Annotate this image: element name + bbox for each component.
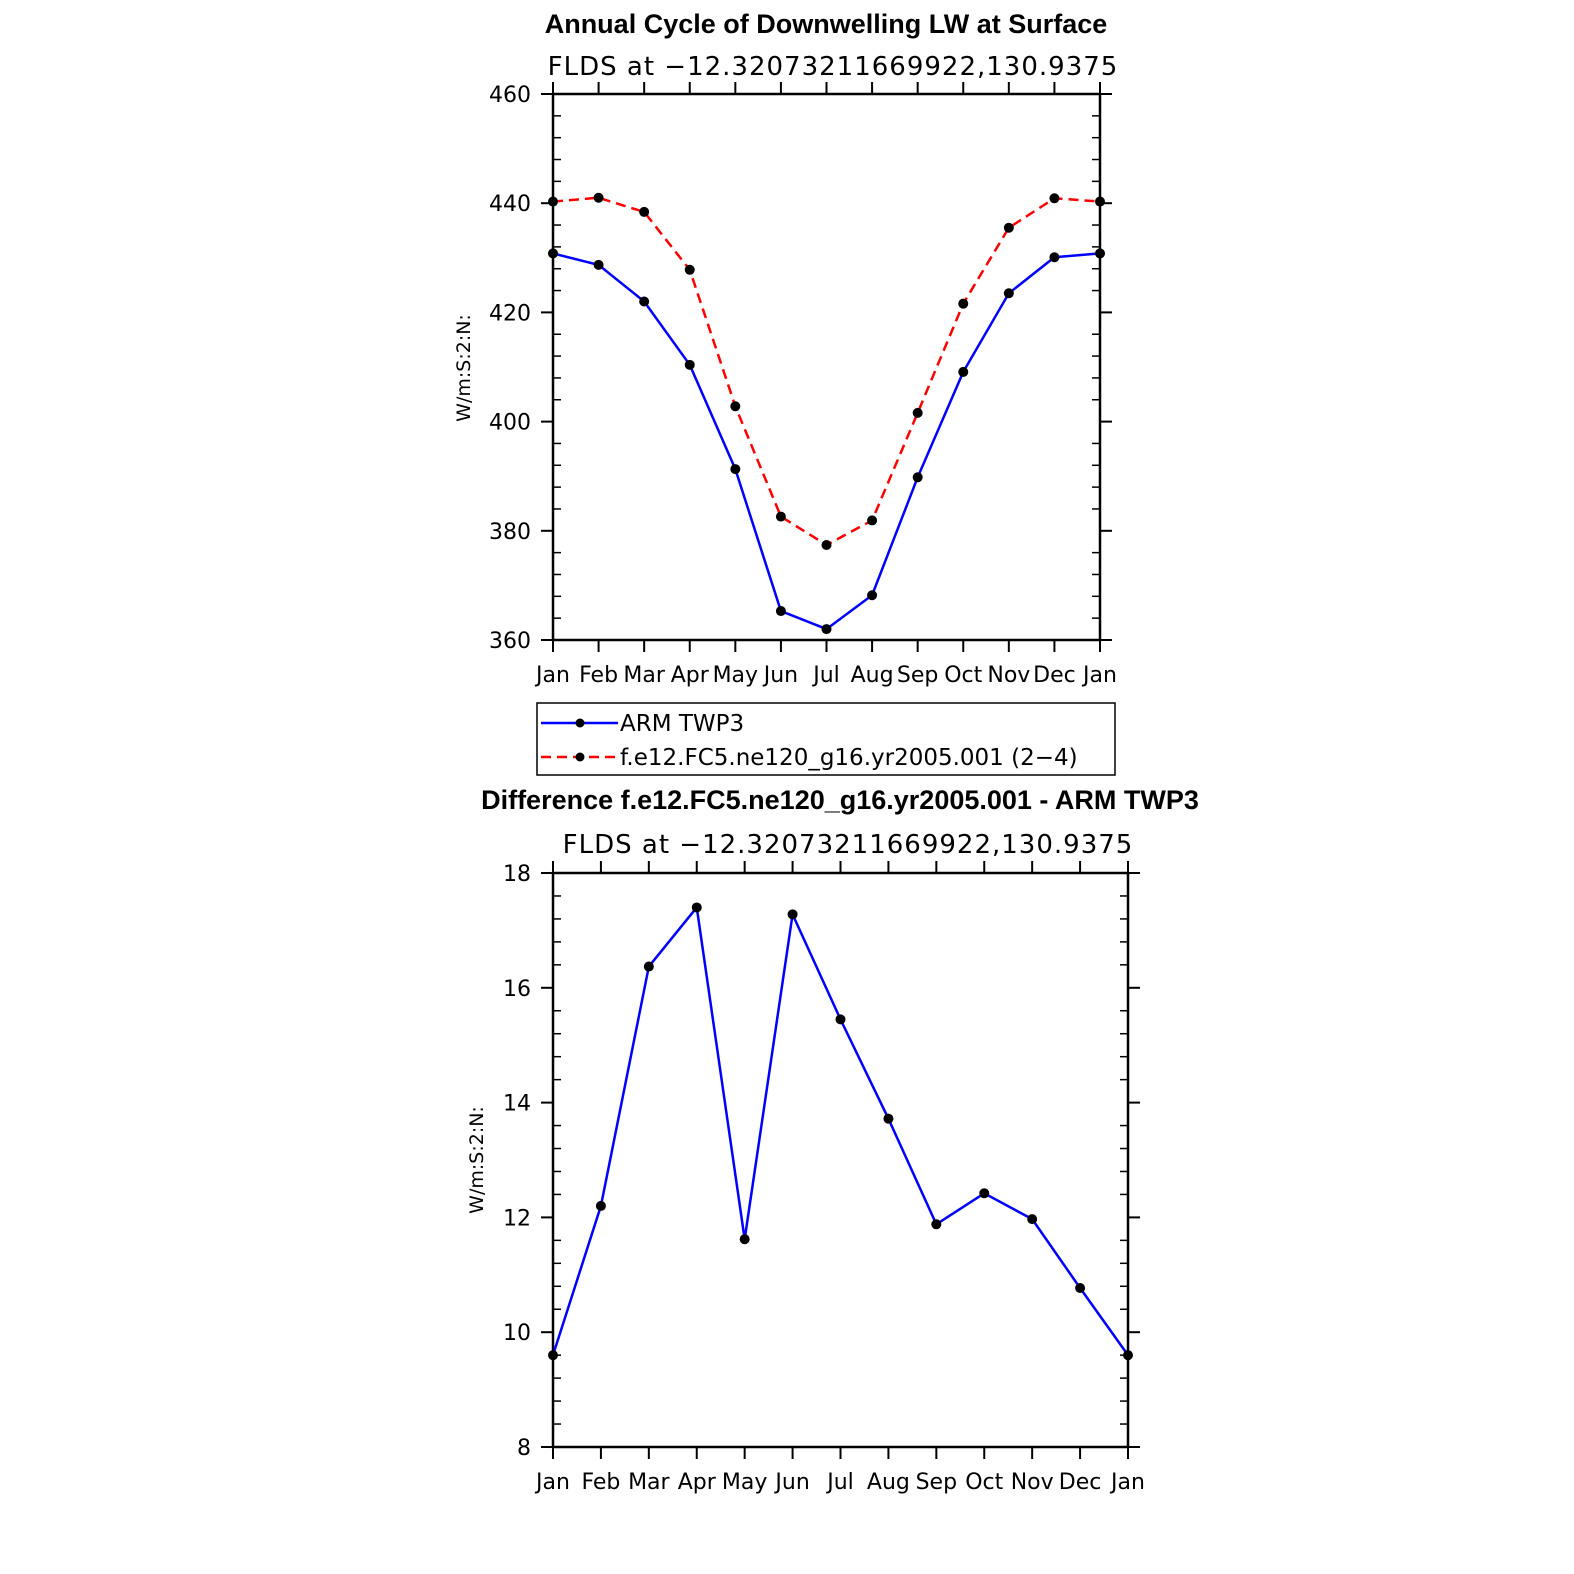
series-1-point	[685, 360, 695, 370]
series-line-1	[553, 253, 1100, 629]
x-tick-label: Feb	[581, 1470, 621, 1495]
y-tick-label: 14	[503, 1091, 531, 1117]
series-1-point	[788, 909, 798, 919]
series-1-point	[883, 1114, 893, 1124]
x-tick-label: Jan	[536, 663, 570, 688]
x-tick-label: Dec	[1058, 1470, 1102, 1495]
x-tick-label: Jun	[763, 663, 799, 688]
x-tick-label: Jul	[813, 663, 840, 688]
x-tick-label: Dec	[1033, 663, 1076, 688]
series-1-point	[1004, 288, 1014, 298]
series-1-point	[644, 962, 654, 972]
series-1-point	[867, 590, 877, 600]
series-2-point	[548, 197, 558, 207]
series-1-point	[979, 1188, 989, 1198]
series-1-point	[958, 367, 968, 377]
series-1-point	[931, 1219, 941, 1229]
series-2-point	[867, 515, 877, 525]
y-tick-label: 18	[503, 862, 531, 887]
series-2-point	[594, 193, 604, 203]
series-1-point	[639, 296, 649, 306]
series-1-point	[1095, 248, 1105, 258]
x-tick-label: Aug	[850, 663, 894, 688]
x-tick-label: Oct	[944, 663, 983, 688]
series-1-point	[596, 1201, 606, 1211]
series-1-point	[1123, 1350, 1133, 1360]
series-2-point	[1095, 197, 1105, 207]
x-tick-label: May	[721, 1470, 768, 1495]
series-1-point	[836, 1014, 846, 1024]
series-1-point	[1027, 1214, 1037, 1224]
x-tick-label: Nov	[987, 663, 1031, 688]
x-tick-label: Jan	[536, 1470, 570, 1495]
x-tick-label: Jan	[1111, 1470, 1145, 1495]
series-1-point	[776, 606, 786, 616]
series-1-point	[913, 472, 923, 482]
series-1-point	[822, 624, 832, 634]
plot-frame	[553, 873, 1128, 1447]
series-line-2	[553, 198, 1100, 545]
series-1-point	[594, 260, 604, 270]
x-tick-label: Jun	[775, 1470, 810, 1495]
legend-marker-series-2	[576, 753, 585, 762]
series-2-point	[1049, 193, 1059, 203]
x-tick-label: Apr	[677, 1470, 716, 1495]
chart1-y-axis-label: W/m:S:2:N:	[453, 314, 475, 422]
x-tick-label: Nov	[1010, 1470, 1054, 1495]
chart1-subtitle: FLDS at −12.32073211669922,130.9375	[547, 52, 1119, 82]
series-1-point	[730, 464, 740, 474]
series-1-point	[548, 248, 558, 258]
y-tick-label: 380	[489, 519, 531, 545]
series-2-point	[730, 401, 740, 411]
legend-label-series-2: f.e12.FC5.ne120_g16.yr2005.001 (2−4)	[620, 745, 1078, 771]
x-tick-label: May	[712, 663, 759, 688]
y-tick-label: 12	[503, 1206, 531, 1232]
y-tick-label: 10	[503, 1321, 531, 1347]
y-tick-label: 8	[517, 1436, 531, 1461]
y-tick-label: 400	[489, 410, 531, 436]
plot-frame	[553, 94, 1100, 640]
chart2-y-axis-label: W/m:S:2:N:	[466, 1106, 488, 1214]
series-2-point	[685, 265, 695, 275]
series-2-point	[822, 540, 832, 550]
y-tick-label: 360	[489, 629, 531, 654]
series-2-point	[958, 299, 968, 309]
chart-annual-cycle	[453, 9, 1118, 688]
x-tick-label: Sep	[896, 663, 939, 688]
y-tick-label: 420	[489, 301, 531, 327]
x-tick-label: Oct	[965, 1470, 1004, 1495]
series-1-point	[692, 902, 702, 912]
legend-marker-series-1	[576, 719, 585, 728]
x-tick-label: Mar	[628, 1470, 670, 1495]
series-2-point	[639, 207, 649, 217]
series-1-point	[1049, 252, 1059, 262]
series-line-1	[553, 907, 1128, 1355]
x-tick-label: Apr	[670, 663, 709, 688]
y-tick-label: 16	[503, 976, 531, 1002]
x-tick-label: Aug	[866, 1470, 910, 1495]
series-1-point	[740, 1234, 750, 1244]
chart1-legend	[537, 703, 1115, 775]
y-tick-label: 440	[489, 192, 531, 218]
chart1-title: Annual Cycle of Downwelling LW at Surface	[544, 9, 1108, 39]
series-1-point	[1075, 1283, 1085, 1293]
series-2-point	[1004, 223, 1014, 233]
x-tick-label: Sep	[915, 1470, 958, 1495]
x-tick-label: Feb	[579, 663, 619, 688]
chart2-title: Difference f.e12.FC5.ne120_g16.yr2005.001 - ARM TWP3	[481, 785, 1199, 815]
x-tick-label: Mar	[623, 663, 665, 688]
series-2-point	[776, 512, 786, 522]
x-tick-label: Jul	[827, 1470, 854, 1495]
x-tick-label: Jan	[1083, 663, 1117, 688]
y-tick-label: 460	[489, 83, 531, 108]
series-2-point	[913, 408, 923, 418]
chart2-subtitle: FLDS at −12.32073211669922,130.9375	[562, 830, 1134, 860]
series-1-point	[548, 1350, 558, 1360]
chart-difference	[466, 785, 1199, 1495]
legend-label-series-1: ARM TWP3	[620, 711, 745, 737]
